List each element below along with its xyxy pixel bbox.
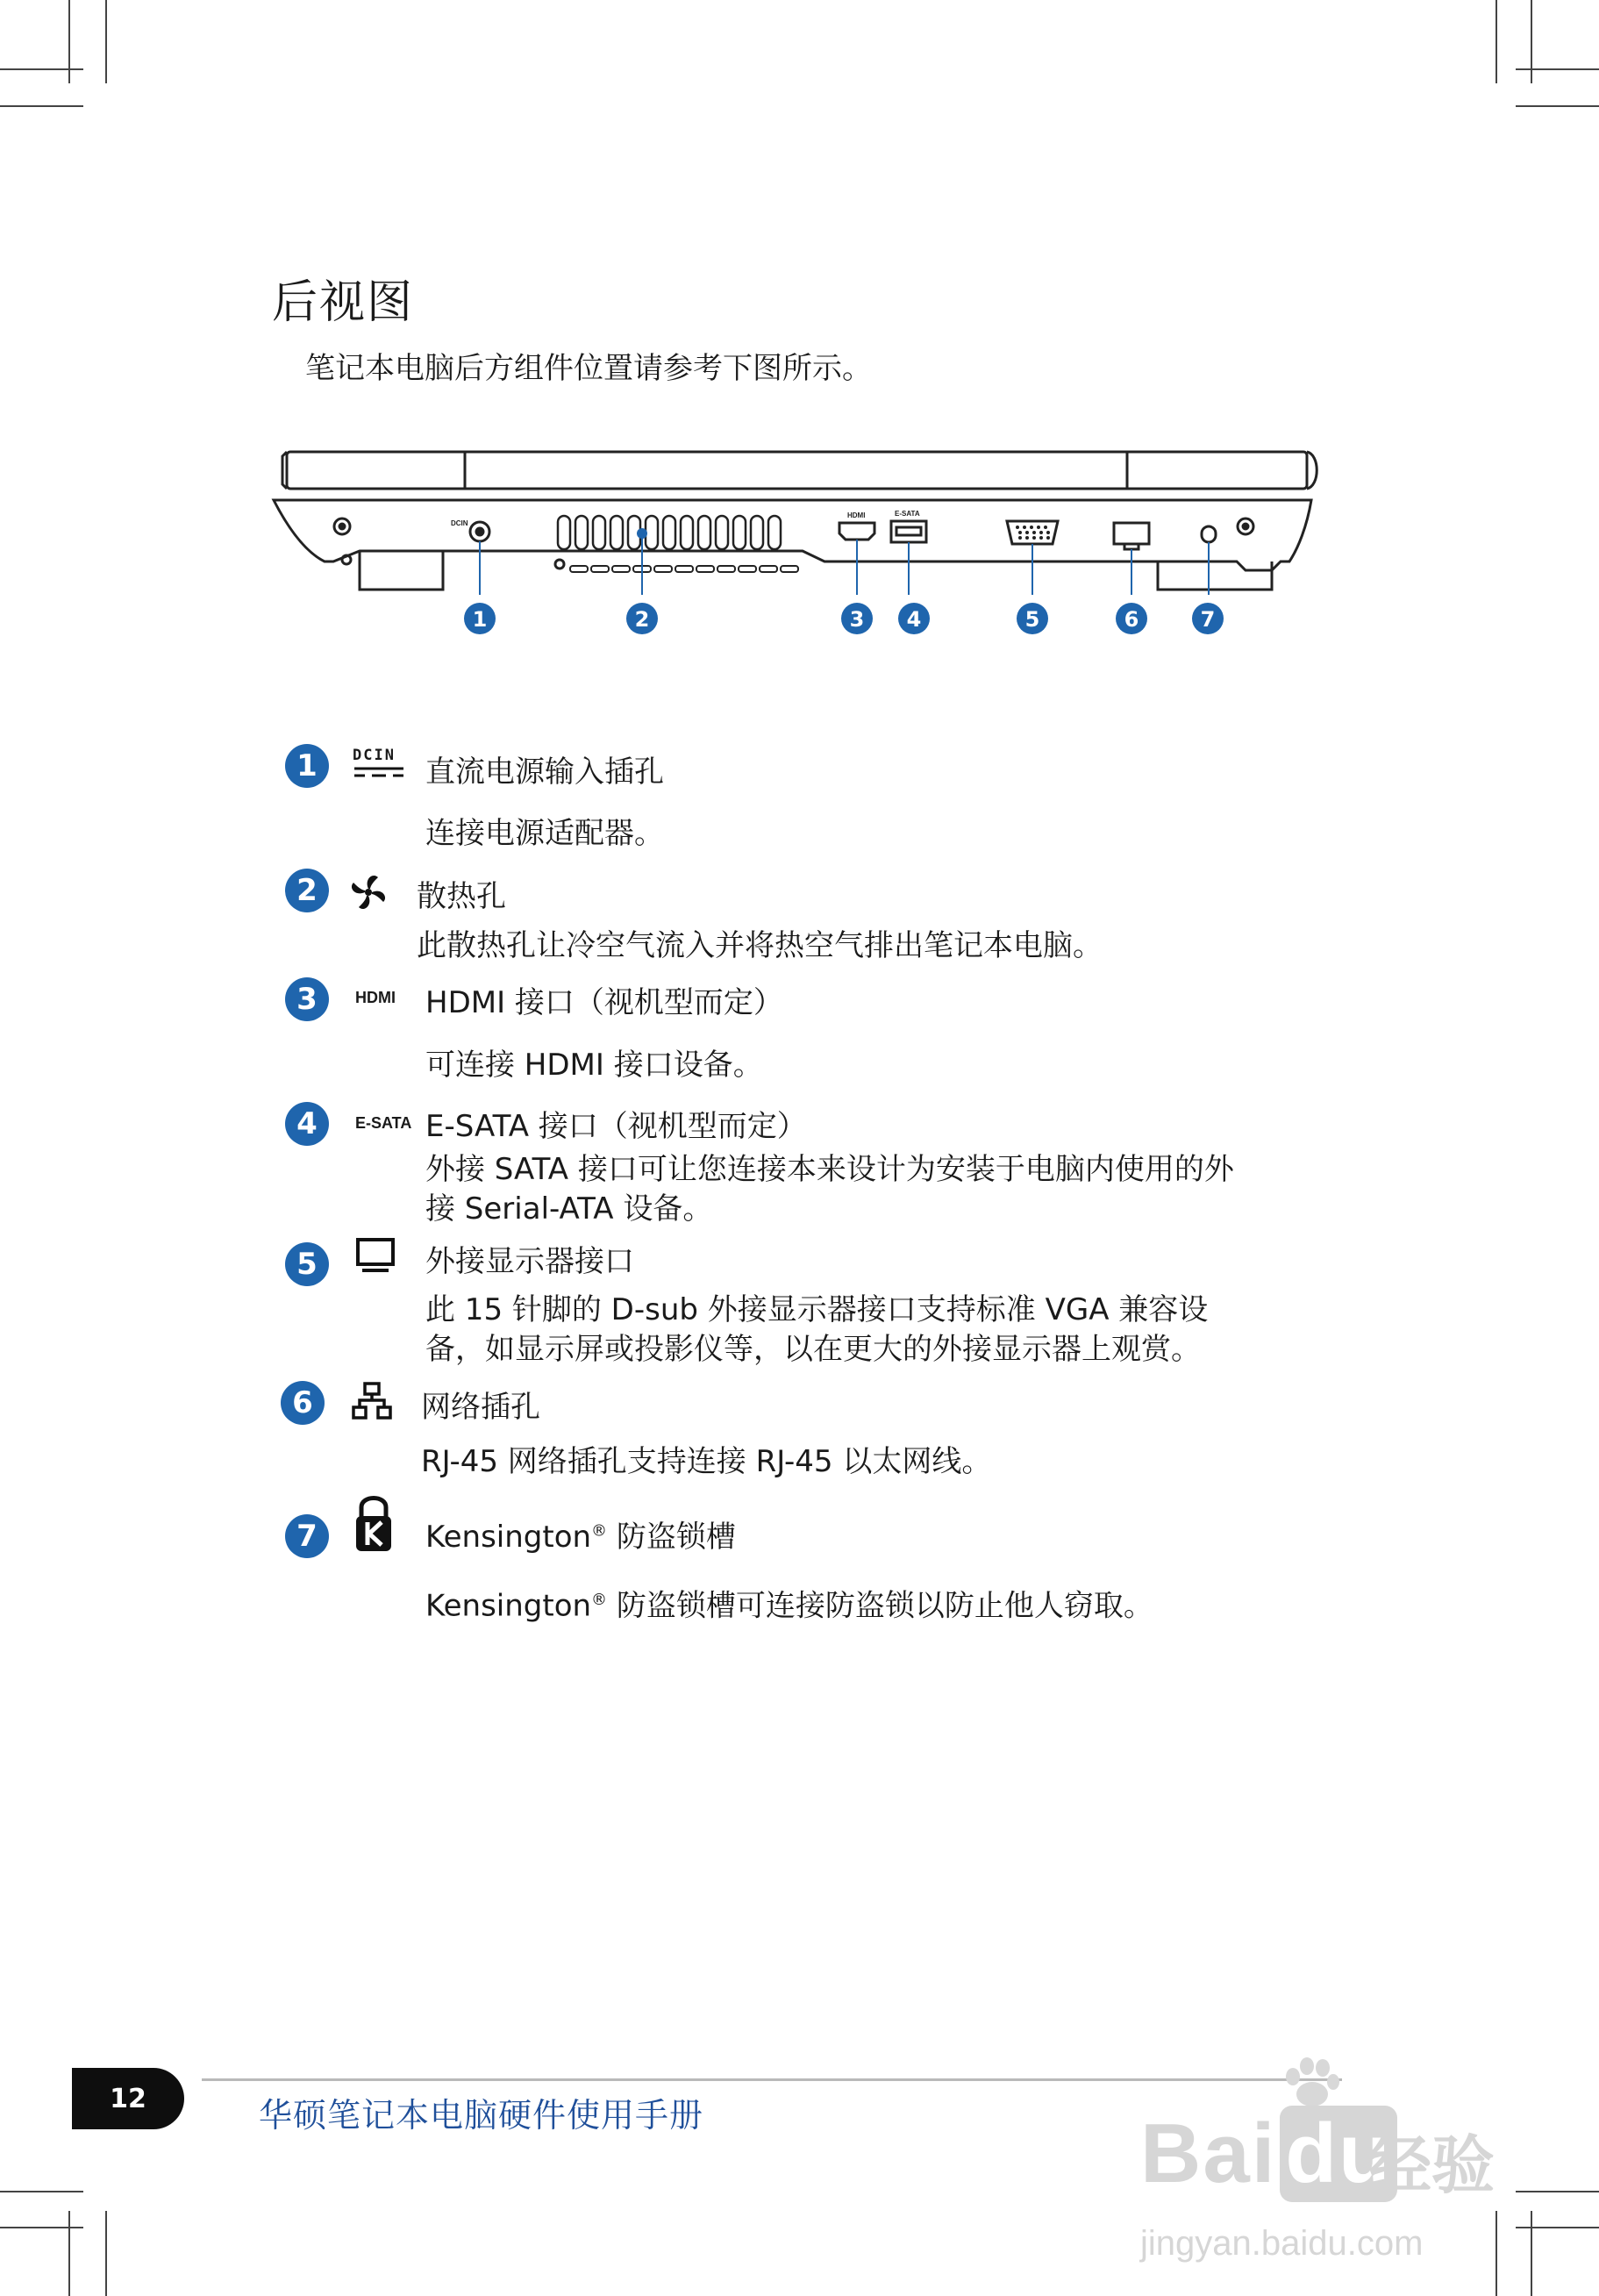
item-description: RJ-45 网络插孔支持连接 RJ-45 以太网线。 — [421, 1444, 992, 1479]
registered-mark: ® — [591, 1521, 608, 1541]
item-number-badge: 2 — [285, 869, 329, 912]
item-description: 此散热孔让冷空气流入并将热空气排出笔记本电脑。 — [417, 928, 1103, 963]
item-number-badge: 4 — [285, 1102, 329, 1146]
page-number: 12 — [72, 2068, 184, 2129]
item-description-line: 此 15 针脚的 D-sub 外接显示器接口支持标准 VGA 兼容设 — [425, 1292, 1209, 1327]
item-description: 连接电源适配器。 — [425, 816, 664, 851]
crop-mark — [0, 105, 83, 107]
kensington-lock-icon — [353, 1493, 394, 1553]
baidu-brand-tail: du — [1280, 2106, 1396, 2202]
item-title: 散热孔 — [417, 879, 506, 914]
callout-4: 4 — [906, 607, 922, 632]
item-description-line: 接 Serial-ATA 设备。 — [425, 1191, 713, 1227]
crop-mark — [1516, 2227, 1599, 2228]
network-icon — [351, 1381, 393, 1421]
esata-port-label: E-SATA — [895, 510, 920, 518]
paw-icon — [1281, 2057, 1342, 2110]
item-title: 网络插孔 — [421, 1390, 540, 1425]
dcin-port-label: DCIN — [451, 519, 468, 527]
crop-mark — [1516, 2191, 1599, 2192]
watermark-url: jingyan.baidu.com — [1140, 2224, 1424, 2263]
registered-mark: ® — [591, 1591, 608, 1609]
crop-mark — [0, 2191, 83, 2192]
dc-in-icon-label: DCIN — [353, 747, 396, 764]
footer-manual-title: 华硕笔记本电脑硬件使用手册 — [259, 2096, 704, 2135]
hdmi-icon: HDMI — [355, 989, 396, 1006]
crop-mark — [68, 0, 70, 83]
item-title: 外接显示器接口 — [425, 1244, 634, 1279]
item-number-badge: 6 — [281, 1381, 325, 1425]
dc-in-icon — [353, 747, 405, 788]
fan-icon — [346, 870, 390, 914]
crop-mark — [1495, 0, 1497, 83]
baidu-jingyan: 经验 — [1368, 2128, 1495, 2202]
callout-2: 2 — [634, 607, 650, 632]
hdmi-port-label: HDMI — [847, 511, 866, 519]
intro-text: 笔记本电脑后方组件位置请参考下图所示。 — [305, 351, 872, 386]
crop-mark — [1516, 68, 1599, 70]
item-number-badge: 7 — [285, 1514, 329, 1558]
item-title — [425, 1513, 736, 1556]
kensington-name: Kensington — [425, 1588, 592, 1624]
crop-mark — [68, 2211, 70, 2296]
crop-mark — [105, 2211, 107, 2296]
item-title: 直流电源输入插孔 — [425, 755, 664, 790]
crop-mark — [105, 0, 107, 83]
section-title: 后视图 — [272, 276, 415, 329]
item-number-badge: 5 — [285, 1242, 329, 1286]
callout-5: 5 — [1024, 607, 1040, 632]
crop-mark — [1531, 2211, 1532, 2296]
crop-mark — [1531, 0, 1532, 83]
laptop-rear-illustration — [263, 439, 1342, 649]
item-description: 可连接 HDMI 接口设备。 — [425, 1048, 763, 1083]
callout-7: 7 — [1200, 607, 1216, 632]
item-title-rest: 防盗锁槽 — [607, 1520, 736, 1555]
baidu-watermark — [1140, 2057, 1509, 2272]
callout-3: 3 — [849, 607, 865, 632]
item-description-rest: 防盗锁槽可连接防盗锁以防止他人窃取。 — [607, 1588, 1153, 1624]
item-description — [425, 1579, 1153, 1627]
kensington-name: Kensington — [425, 1520, 592, 1555]
item-title: HDMI 接口（视机型而定） — [425, 985, 783, 1020]
item-description-line: 备，如显示屏或投影仪等，以在更大的外接显示器上观赏。 — [425, 1332, 1201, 1367]
crop-mark — [0, 2227, 83, 2228]
item-title: E-SATA 接口（视机型而定） — [425, 1109, 807, 1144]
monitor-icon — [355, 1237, 396, 1274]
callout-1: 1 — [472, 607, 488, 632]
callout-6: 6 — [1124, 607, 1139, 632]
baidu-brand: Bai — [1140, 2106, 1277, 2200]
esata-icon: E-SATA — [355, 1114, 412, 1132]
item-number-badge: 1 — [285, 744, 329, 788]
dc-symbol — [353, 763, 405, 781]
item-number-badge: 3 — [285, 977, 329, 1021]
item-description-line: 外接 SATA 接口可让您连接本来设计为安装于电脑内使用的外 — [425, 1152, 1234, 1187]
laptop-rear-diagram — [263, 439, 1342, 649]
crop-mark — [0, 68, 83, 70]
crop-mark — [1516, 105, 1599, 107]
